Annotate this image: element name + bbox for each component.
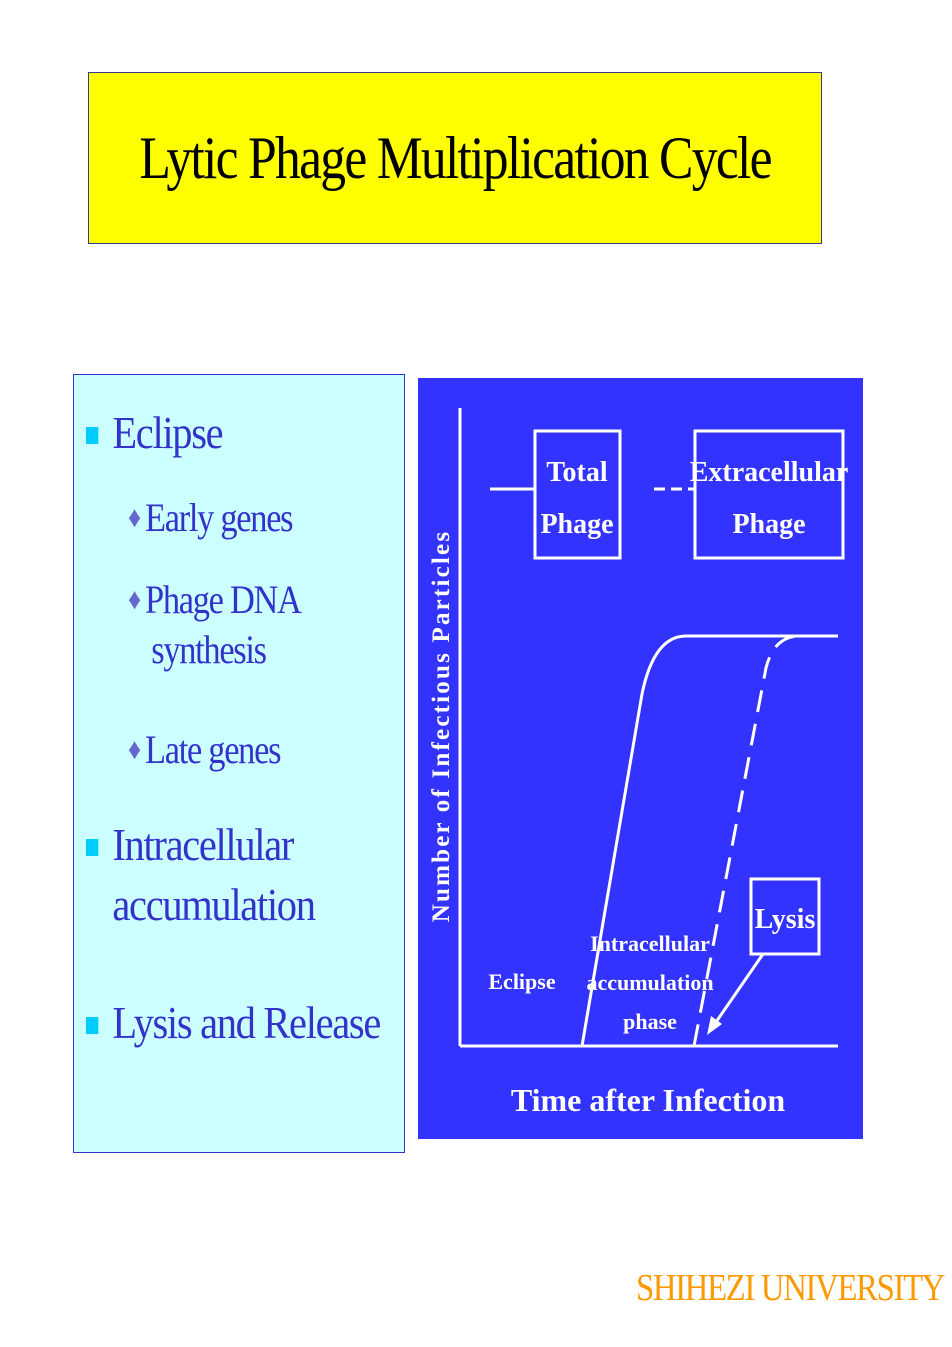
diamond-bullet-icon: ♦ [128, 583, 140, 616]
subbullet-early-genes [128, 493, 292, 543]
phase-intracellular-text-2: accumulation [586, 970, 714, 995]
diamond-bullet-icon: ♦ [128, 501, 140, 534]
phase-intracellular-text-1: Intracellular [590, 931, 710, 956]
legend-total-text-1: Total [546, 457, 608, 488]
x-axis-label: Time after Infection [510, 1082, 786, 1118]
legend-extracellular-text-1: Extracellular [689, 457, 849, 488]
slide-title: Lytic Phage Multiplication Cycle [139, 124, 771, 191]
y-axis-label: Number of Infectious Particles [428, 529, 455, 923]
growth-curve-diagram [418, 378, 863, 1139]
bullet-intracellular [86, 815, 315, 935]
square-bullet-icon [86, 1017, 98, 1034]
subbullet-phage-dna-text-1: Phage DNA [145, 577, 301, 622]
subbullet-early-genes-text: Early genes [145, 495, 293, 540]
phase-intracellular-text-3: phase [623, 1009, 677, 1034]
bullet-intracellular-text-1: Intracellular [112, 819, 294, 870]
bullet-eclipse [86, 403, 222, 463]
diamond-bullet-icon: ♦ [128, 733, 140, 766]
bullet-eclipse-text: Eclipse [112, 407, 223, 458]
subbullet-phage-dna-text-2: synthesis [151, 627, 266, 672]
legend-extracellular-text-2: Phage [732, 509, 806, 540]
phase-eclipse-label: Eclipse [488, 969, 556, 994]
legend-total-text-2: Phage [540, 509, 614, 540]
bullet-panel [73, 374, 405, 1153]
lysis-arrow-line [714, 954, 763, 1025]
subbullet-late-genes [128, 725, 280, 775]
square-bullet-icon [86, 839, 98, 856]
bullet-lysis-release [86, 993, 380, 1053]
diagram-svg [418, 378, 863, 1139]
lysis-label: Lysis [754, 904, 816, 935]
footer-university: SHIHEZI UNIVERSITY [636, 1267, 945, 1309]
subbullet-late-genes-text: Late genes [145, 727, 281, 772]
title-banner [88, 72, 822, 244]
subbullet-phage-dna [128, 575, 301, 675]
square-bullet-icon [86, 427, 98, 444]
bullet-lysis-release-text: Lysis and Release [112, 997, 381, 1048]
bullet-intracellular-text-2: accumulation [112, 879, 315, 930]
